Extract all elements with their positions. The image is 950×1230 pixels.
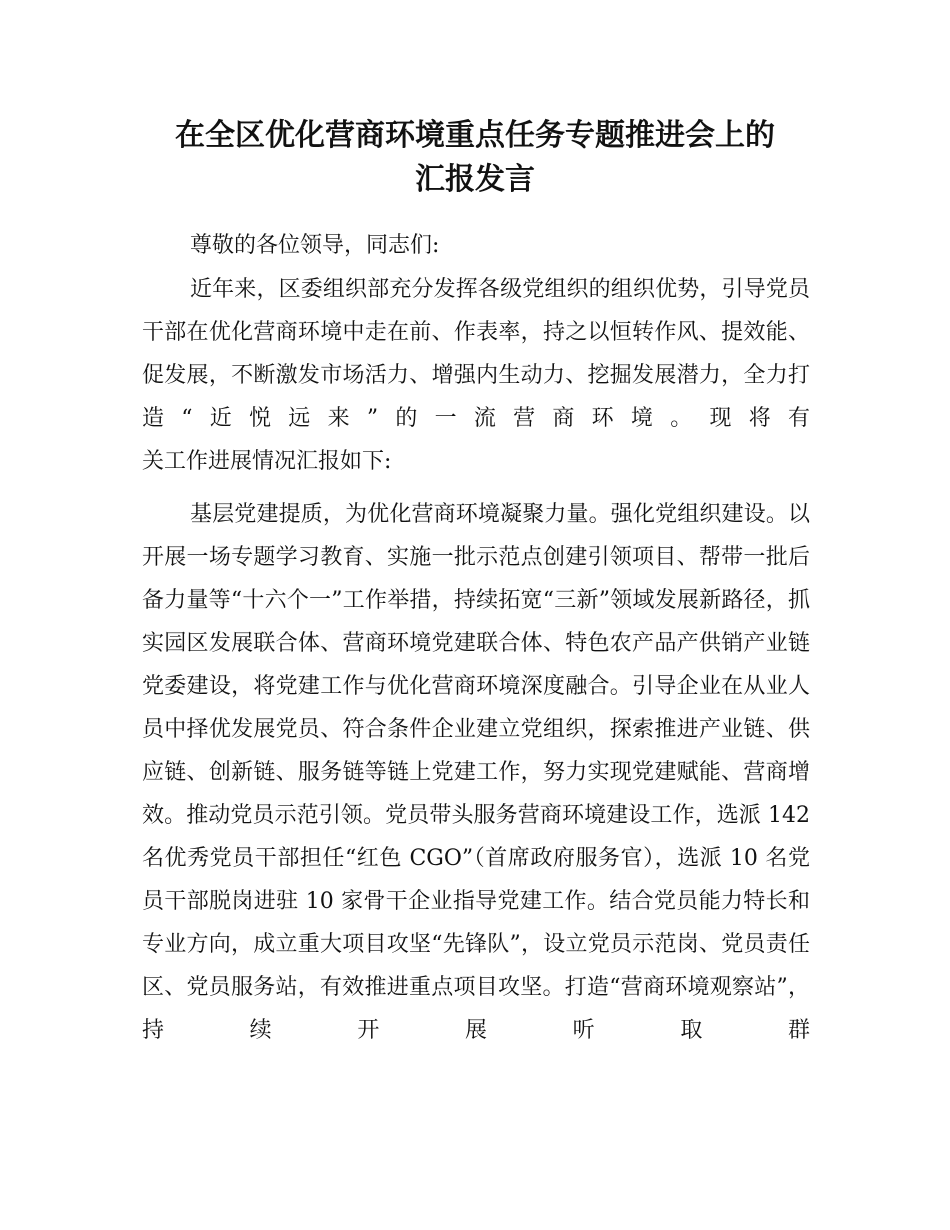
paragraph-1-last-line: 关工作进展情况汇报如下: <box>142 449 392 474</box>
salutation: 尊敬的各位领导，同志们: <box>190 233 440 258</box>
document-title-line-1: 在全区优化营商环境重点任务专题推进会上的 <box>175 118 775 153</box>
document-title-line-2: 汇报发言 <box>415 162 535 197</box>
paragraph-2: 基层党建提质，为优化营商环境凝聚力量。强化党组织建设。以开展一场专题学习教育、实施一批示范点创建引领项目、帮带一批后备力量等“十六个一”工作举措，持续拓宽“三新”领域发展新路径，抓实园区发展联合体、营商环境党建联合体、特色农产品产供销产业链党委建设，将党建工作与优化营商环境深度融合。引导企业在从业人员中择优发展党员、符合条件企业建立党组织，探索推进产业链、供应链、创新链、服务链等链上党建工作，努力实现党建赋能、营商增效。推动党员示范引领。党员带头服务营商环境建设工作，选派 142 名优秀党员干部担任“红色 CGO”（首席政府服务官），选派 10 名党员干部脱岗进驻 10 家骨干企业指导党建工作。结合党员能力特长和专业方向，成立重大项目攻坚“先锋队”，设立党员示范岗、党员责任区、党员服务站，有效推进重点项目攻坚。打造“营商环境观察站”，持续开展听取群 <box>142 502 810 1043</box>
paragraph-1 <box>142 268 810 483</box>
paragraph-1-text: 近年来，区委组织部充分发挥各级党组织的组织优势，引导党员干部在优化营商环境中走在前、作表率，持之以恒转作风、提效能、促发展，不断激发市场活力、增强内生动力、挖掘发展潜力，全力打造“近悦远来”的一流营商环境。现将有 <box>142 277 810 431</box>
